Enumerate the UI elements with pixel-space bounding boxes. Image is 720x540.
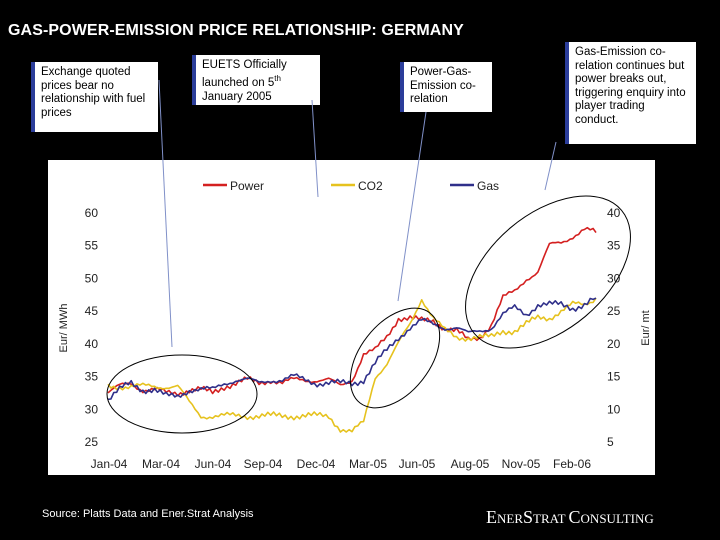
series-line-gas [108, 298, 596, 399]
callout-text: Exchange quoted prices bear no relationship with fuel prices [41, 66, 146, 119]
x-tick-label: Aug-05 [450, 457, 490, 471]
superscript: th [274, 74, 281, 84]
y-axis-title-right: Eur/ mt [640, 310, 652, 346]
brand-letter: C [568, 507, 581, 527]
y-tick-right-label: 35 [607, 238, 621, 253]
x-tick-label: Jun-05 [398, 457, 436, 471]
y-tick-left-label: 45 [84, 304, 98, 319]
series-line-power [108, 228, 596, 396]
y-tick-left-label: 30 [84, 402, 98, 417]
highlight-ellipse-late [437, 166, 659, 378]
callout-text: Gas-Emission co-relation continues but power breaks out, triggering enquiry into player trading conduct. [575, 46, 686, 126]
y-tick-right-label: 10 [607, 402, 621, 417]
y-tick-right-label: 5 [607, 435, 614, 449]
y-tick-left-label: 55 [84, 238, 98, 253]
y-tick-right-label: 40 [607, 206, 621, 220]
x-tick-label: Feb-06 [552, 457, 592, 471]
x-tick-label: Jan-04 [90, 457, 128, 471]
legend-label: Gas [477, 179, 500, 193]
callout-leader-line [159, 80, 172, 347]
x-tick-label: Sep-04 [243, 457, 283, 471]
brand-letter: S [523, 507, 534, 527]
x-tick-label: Mar-04 [141, 457, 181, 471]
legend-label: Power [230, 179, 265, 193]
source-note: Source: Platts Data and Ener.Strat Analysis [42, 508, 254, 520]
callout-leader-line [545, 142, 556, 190]
legend-label: CO2 [358, 179, 383, 193]
callout-text: Power-Gas-Emission co-relation [410, 66, 476, 105]
y-tick-right-label: 30 [607, 271, 621, 286]
y-tick-left-label: 35 [84, 369, 98, 384]
y-tick-right-label: 20 [607, 336, 621, 351]
x-tick-label: Dec-04 [296, 457, 336, 471]
brand-logo [486, 507, 654, 528]
brand-part: TRAT [533, 511, 569, 526]
x-tick-label: Mar-05 [348, 457, 388, 471]
x-tick-label: Jun-04 [194, 457, 232, 471]
y-tick-left-label: 40 [84, 336, 98, 351]
callout-leader-line [312, 100, 318, 197]
y-tick-right-label: 25 [607, 304, 621, 319]
y-tick-left-label: 50 [84, 271, 98, 286]
page-title: GAS-POWER-EMISSION PRICE RELATIONSHIP: GERMANY [8, 22, 464, 39]
x-tick-label: Nov-05 [501, 457, 541, 471]
callout-leader-line [398, 112, 426, 301]
y-tick-left-label: 60 [84, 206, 98, 220]
brand-part: ONSULTING [580, 511, 654, 526]
y-tick-right-label: 15 [607, 369, 621, 384]
brand-letter: E [486, 507, 497, 527]
callout-text: EUETS Officially launched on 5th January 2005 [202, 59, 287, 103]
brand-part: NER [497, 511, 523, 526]
y-tick-left-label: 25 [84, 435, 98, 449]
y-axis-title-left: Eur/ MWh [58, 303, 70, 353]
highlight-ellipse-mid [332, 292, 457, 425]
